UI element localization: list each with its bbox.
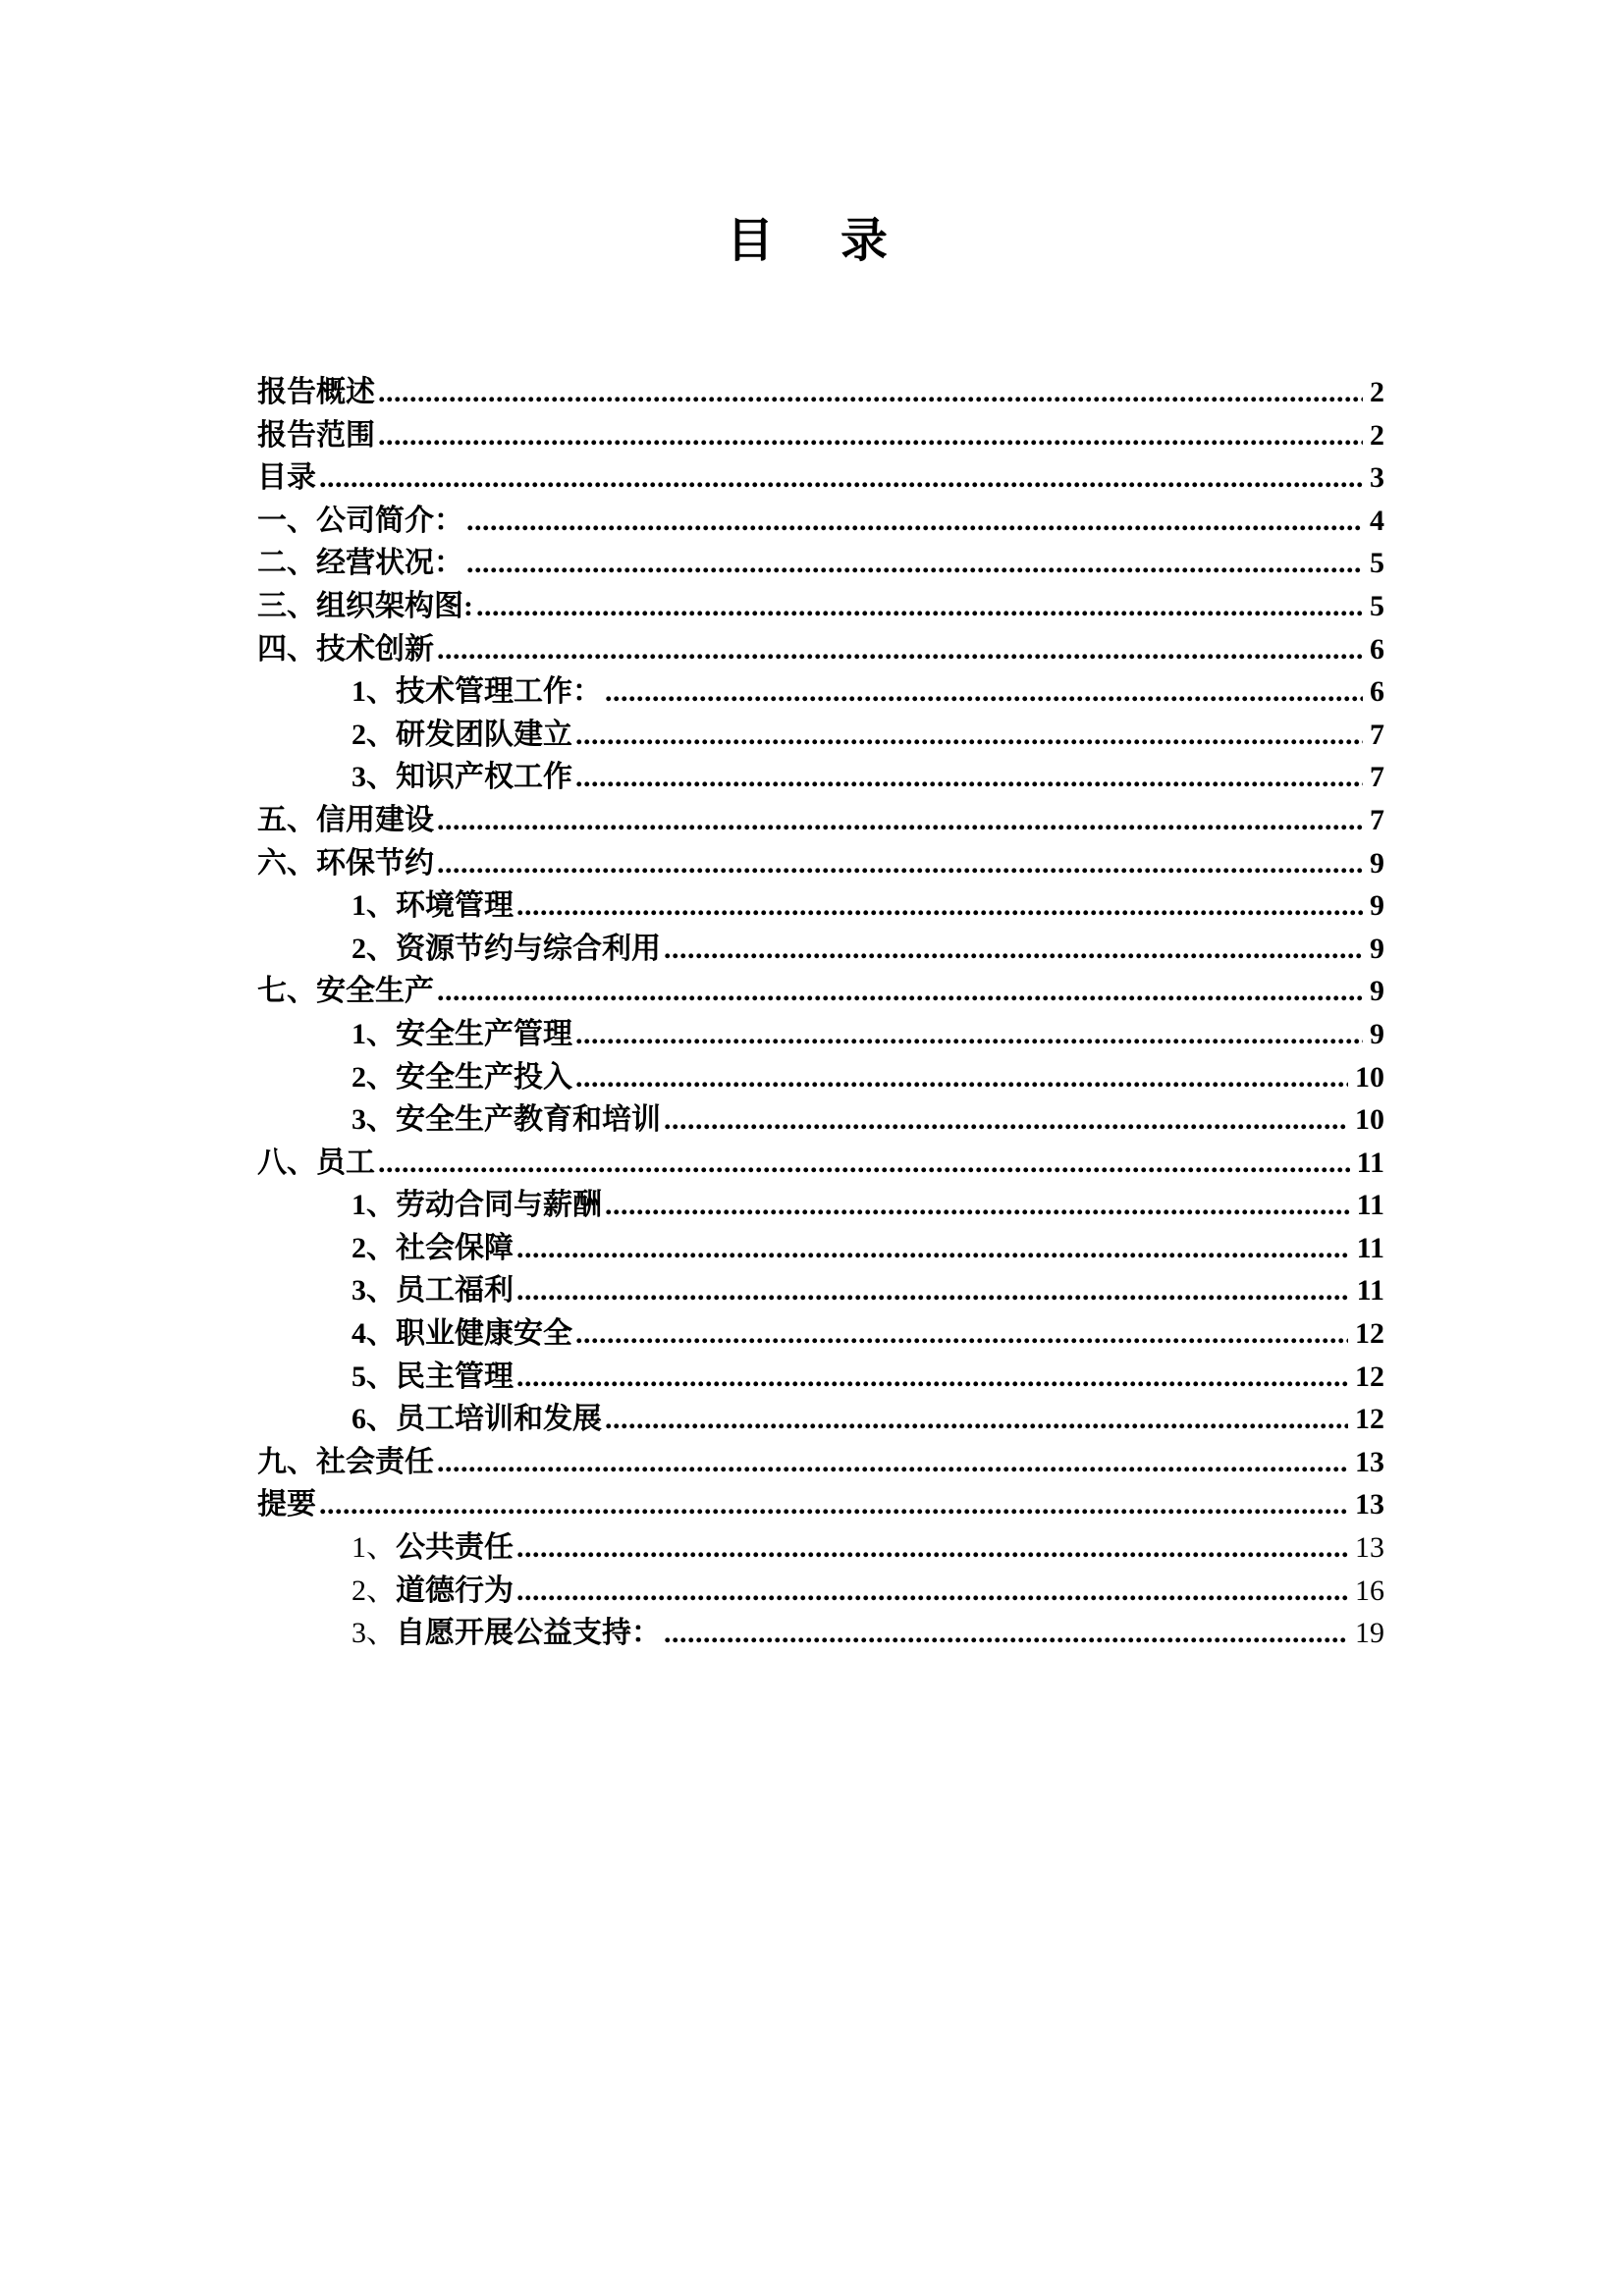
toc-entry — [257, 496, 1384, 539]
toc-entry-number: 5、 — [352, 1360, 396, 1393]
toc-entry-label: 报告概述 — [257, 376, 375, 408]
toc-entry-page: 9 — [1370, 1017, 1384, 1050]
toc-entry-number: 2、 — [352, 1574, 396, 1607]
toc-entry — [257, 924, 1384, 967]
toc-entry-number: 1、 — [352, 675, 396, 709]
toc-entry-number: 1、 — [352, 1189, 396, 1222]
toc-entry-page: 10 — [1355, 1103, 1384, 1137]
toc-entry-label: 安全生产管理 — [396, 1017, 572, 1050]
toc-entry-label: 公共责任 — [396, 1531, 514, 1565]
toc-entry-number: 6、 — [352, 1403, 396, 1436]
toc-entry — [257, 752, 1384, 795]
toc-entry-page: 2 — [1370, 376, 1384, 408]
toc-entry — [257, 1566, 1384, 1609]
dot-leader — [575, 1061, 1348, 1095]
toc-entry-label: 二、经营状况： — [257, 547, 463, 580]
toc-entry — [257, 581, 1384, 624]
toc-entry-label: 民主管理 — [396, 1360, 514, 1393]
page-title: 目 录 — [726, 213, 897, 268]
toc-entry — [257, 1095, 1384, 1138]
toc-entry — [257, 1180, 1384, 1223]
dot-leader — [605, 1189, 1350, 1222]
toc-entry — [257, 1223, 1384, 1266]
dot-leader — [664, 1617, 1348, 1650]
toc-entry-number: 1、 — [352, 1531, 396, 1565]
toc-entry-number: 2、 — [352, 1231, 396, 1264]
toc-entry — [257, 367, 1384, 410]
toc-entry-label: 研发团队建立 — [396, 718, 572, 751]
toc-entry — [257, 1522, 1384, 1566]
toc-entry-page: 5 — [1370, 547, 1384, 580]
toc-entry-page: 13 — [1355, 1445, 1384, 1478]
toc-entry-page: 9 — [1370, 846, 1384, 880]
toc-entry-label: 道德行为 — [396, 1574, 514, 1607]
toc-entry-label: 三、组织架构图: — [257, 589, 473, 622]
toc-entry — [257, 453, 1384, 496]
toc-entry-page: 10 — [1355, 1060, 1384, 1094]
toc-entry-label: 安全生产教育和培训 — [396, 1103, 661, 1137]
toc-entry — [257, 1608, 1384, 1651]
toc-entry-label: 员工福利 — [396, 1274, 514, 1308]
toc-entry-page: 13 — [1355, 1531, 1384, 1565]
dot-leader — [319, 461, 1363, 495]
toc-entry-number: 1、 — [352, 1017, 396, 1050]
dot-leader — [575, 761, 1363, 794]
dot-leader — [664, 933, 1363, 966]
toc-entry — [257, 795, 1384, 838]
toc-entry-page: 7 — [1370, 718, 1384, 751]
toc-entry-label: 四、技术创新 — [257, 632, 434, 666]
dot-leader — [516, 1361, 1348, 1394]
toc-entry-page: 3 — [1370, 461, 1384, 495]
toc-entry-label: 提要 — [257, 1488, 316, 1522]
dot-leader — [437, 847, 1363, 881]
toc-entry-number: 2、 — [352, 1060, 396, 1094]
dot-leader — [575, 1317, 1348, 1351]
toc-entry-number: 2、 — [352, 718, 396, 751]
toc-entry-label: 职业健康安全 — [396, 1317, 572, 1351]
toc-entry-page: 6 — [1370, 632, 1384, 666]
toc-entry-page: 5 — [1370, 589, 1384, 622]
toc-entry-number: 3、 — [352, 1274, 396, 1308]
dot-leader — [378, 1147, 1350, 1180]
toc-entry — [257, 624, 1384, 667]
toc-entry-page: 11 — [1356, 1146, 1384, 1179]
toc-entry — [257, 410, 1384, 454]
toc-entry-page: 12 — [1355, 1317, 1384, 1351]
toc-entry — [257, 667, 1384, 710]
toc-entry-page: 16 — [1355, 1574, 1384, 1607]
toc-entry-label: 环境管理 — [396, 889, 514, 923]
toc-entry-label: 九、社会责任 — [257, 1445, 434, 1478]
toc-entry-number: 3、 — [352, 1103, 396, 1137]
dot-leader — [664, 1103, 1348, 1137]
dot-leader — [437, 1446, 1348, 1479]
toc-entry-label: 六、环保节约 — [257, 846, 434, 880]
toc-entry-number: 1、 — [352, 889, 396, 923]
dot-leader — [516, 1232, 1350, 1265]
toc-entry-label: 知识产权工作 — [396, 761, 572, 794]
dot-leader — [605, 675, 1363, 709]
toc-entry — [257, 1265, 1384, 1308]
dot-leader — [378, 376, 1363, 409]
toc-entry-page: 9 — [1370, 889, 1384, 923]
toc-entry-label: 五、信用建设 — [257, 803, 434, 836]
dot-leader — [466, 547, 1363, 580]
toc-entry — [257, 1394, 1384, 1437]
toc-entry-page: 12 — [1355, 1403, 1384, 1436]
dot-leader — [437, 804, 1363, 837]
toc-entry-page: 12 — [1355, 1360, 1384, 1393]
toc-entry-label: 资源节约与综合利用 — [396, 932, 661, 965]
toc-entry-page: 11 — [1356, 1274, 1384, 1308]
toc-entry-label: 七、安全生产 — [257, 975, 434, 1008]
toc-entry-page: 6 — [1370, 675, 1384, 709]
toc-entry — [257, 710, 1384, 753]
toc-entry-page: 4 — [1370, 504, 1384, 537]
toc-entry — [257, 1437, 1384, 1480]
toc-entry-page: 13 — [1355, 1488, 1384, 1522]
toc-entry-number: 2、 — [352, 932, 396, 965]
toc-entry-label: 目录 — [257, 461, 316, 495]
dot-leader — [476, 590, 1363, 623]
dot-leader — [605, 1403, 1348, 1436]
dot-leader — [516, 889, 1363, 923]
toc-entry-page: 7 — [1370, 761, 1384, 794]
dot-leader — [319, 1488, 1348, 1522]
toc-entry-label: 安全生产投入 — [396, 1060, 572, 1094]
dot-leader — [466, 505, 1363, 538]
toc-entry-label: 技术管理工作： — [396, 675, 602, 709]
toc-entry-label: 报告范围 — [257, 418, 375, 452]
toc-entry-page: 2 — [1370, 418, 1384, 452]
toc-entry-page: 19 — [1355, 1617, 1384, 1650]
toc-entry-page: 9 — [1370, 975, 1384, 1008]
dot-leader — [516, 1575, 1348, 1608]
toc-entry-page: 11 — [1356, 1189, 1384, 1222]
table-of-contents — [257, 367, 1384, 1651]
toc-entry-label: 八、员工 — [257, 1146, 375, 1179]
toc-entry — [257, 1138, 1384, 1181]
toc-entry — [257, 1009, 1384, 1052]
toc-entry-label: 社会保障 — [396, 1231, 514, 1264]
dot-leader — [378, 419, 1363, 453]
dot-leader — [437, 975, 1363, 1008]
toc-entry — [257, 1052, 1384, 1095]
toc-entry — [257, 1352, 1384, 1395]
toc-entry — [257, 966, 1384, 1009]
toc-entry-label: 一、公司简介： — [257, 504, 463, 537]
toc-entry-label: 劳动合同与薪酬 — [396, 1189, 602, 1222]
toc-entry — [257, 1308, 1384, 1352]
toc-entry-number: 4、 — [352, 1317, 396, 1351]
toc-entry-label: 自愿开展公益支持： — [396, 1617, 661, 1650]
toc-entry — [257, 1479, 1384, 1522]
toc-entry-number: 3、 — [352, 761, 396, 794]
dot-leader — [575, 719, 1363, 752]
dot-leader — [516, 1531, 1348, 1565]
toc-entry-page: 9 — [1370, 932, 1384, 965]
toc-entry-label: 员工培训和发展 — [396, 1403, 602, 1436]
toc-entry — [257, 538, 1384, 581]
toc-entry — [257, 881, 1384, 924]
toc-entry-page: 7 — [1370, 803, 1384, 836]
toc-entry-number: 3、 — [352, 1617, 396, 1650]
toc-entry — [257, 838, 1384, 881]
dot-leader — [575, 1018, 1363, 1051]
dot-leader — [437, 633, 1363, 667]
toc-entry-page: 11 — [1356, 1231, 1384, 1264]
dot-leader — [516, 1274, 1350, 1308]
